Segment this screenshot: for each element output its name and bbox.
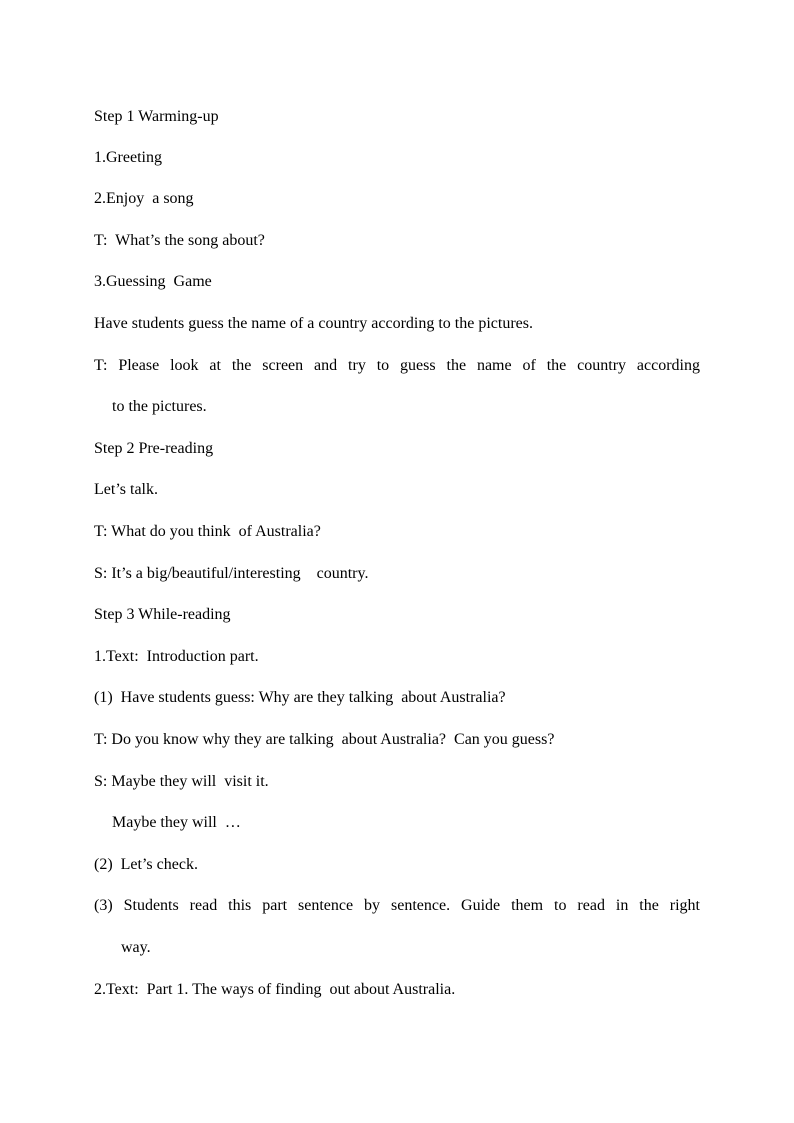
step2-heading: Step 2 Pre-reading: [94, 440, 214, 457]
teacher-guess-prompt: T: Please look at the screen and try to guess the name of the country according: [94, 357, 700, 374]
teacher-question-why: T: Do you know why they are talking about Australia? Can you guess?: [94, 731, 555, 748]
teacher-question-australia: T: What do you think of Australia?: [94, 523, 321, 540]
read-sentence-item-continued: way.: [121, 939, 151, 956]
student-answer-continued: Maybe they will …: [112, 814, 241, 831]
student-answer-australia: S: It’s a big/beautiful/interesting country.: [94, 565, 369, 582]
teacher-question-song: T: What’s the song about?: [94, 232, 265, 249]
step3-heading: Step 3 While-reading: [94, 606, 231, 623]
guess-why-item: (1) Have students guess: Why are they talking about Australia?: [94, 689, 506, 706]
student-answer-visit: S: Maybe they will visit it.: [94, 773, 269, 790]
teacher-guess-prompt-continued: to the pictures.: [112, 398, 207, 415]
lets-talk-item: Let’s talk.: [94, 481, 158, 498]
step1-heading: Step 1 Warming-up: [94, 108, 219, 125]
read-sentence-item: (3) Students read this part sentence by sentence. Guide them to read in the right: [94, 897, 700, 914]
greeting-item: 1.Greeting: [94, 149, 162, 166]
guessing-game-item: 3.Guessing Game: [94, 273, 212, 290]
text-introduction-item: 1.Text: Introduction part.: [94, 648, 259, 665]
text-part1-item: 2.Text: Part 1. The ways of finding out about Australia.: [94, 981, 456, 998]
guess-country-instruction: Have students guess the name of a country according to the pictures.: [94, 315, 533, 332]
lets-check-item: (2) Let’s check.: [94, 856, 198, 873]
enjoy-song-item: 2.Enjoy a song: [94, 190, 194, 207]
